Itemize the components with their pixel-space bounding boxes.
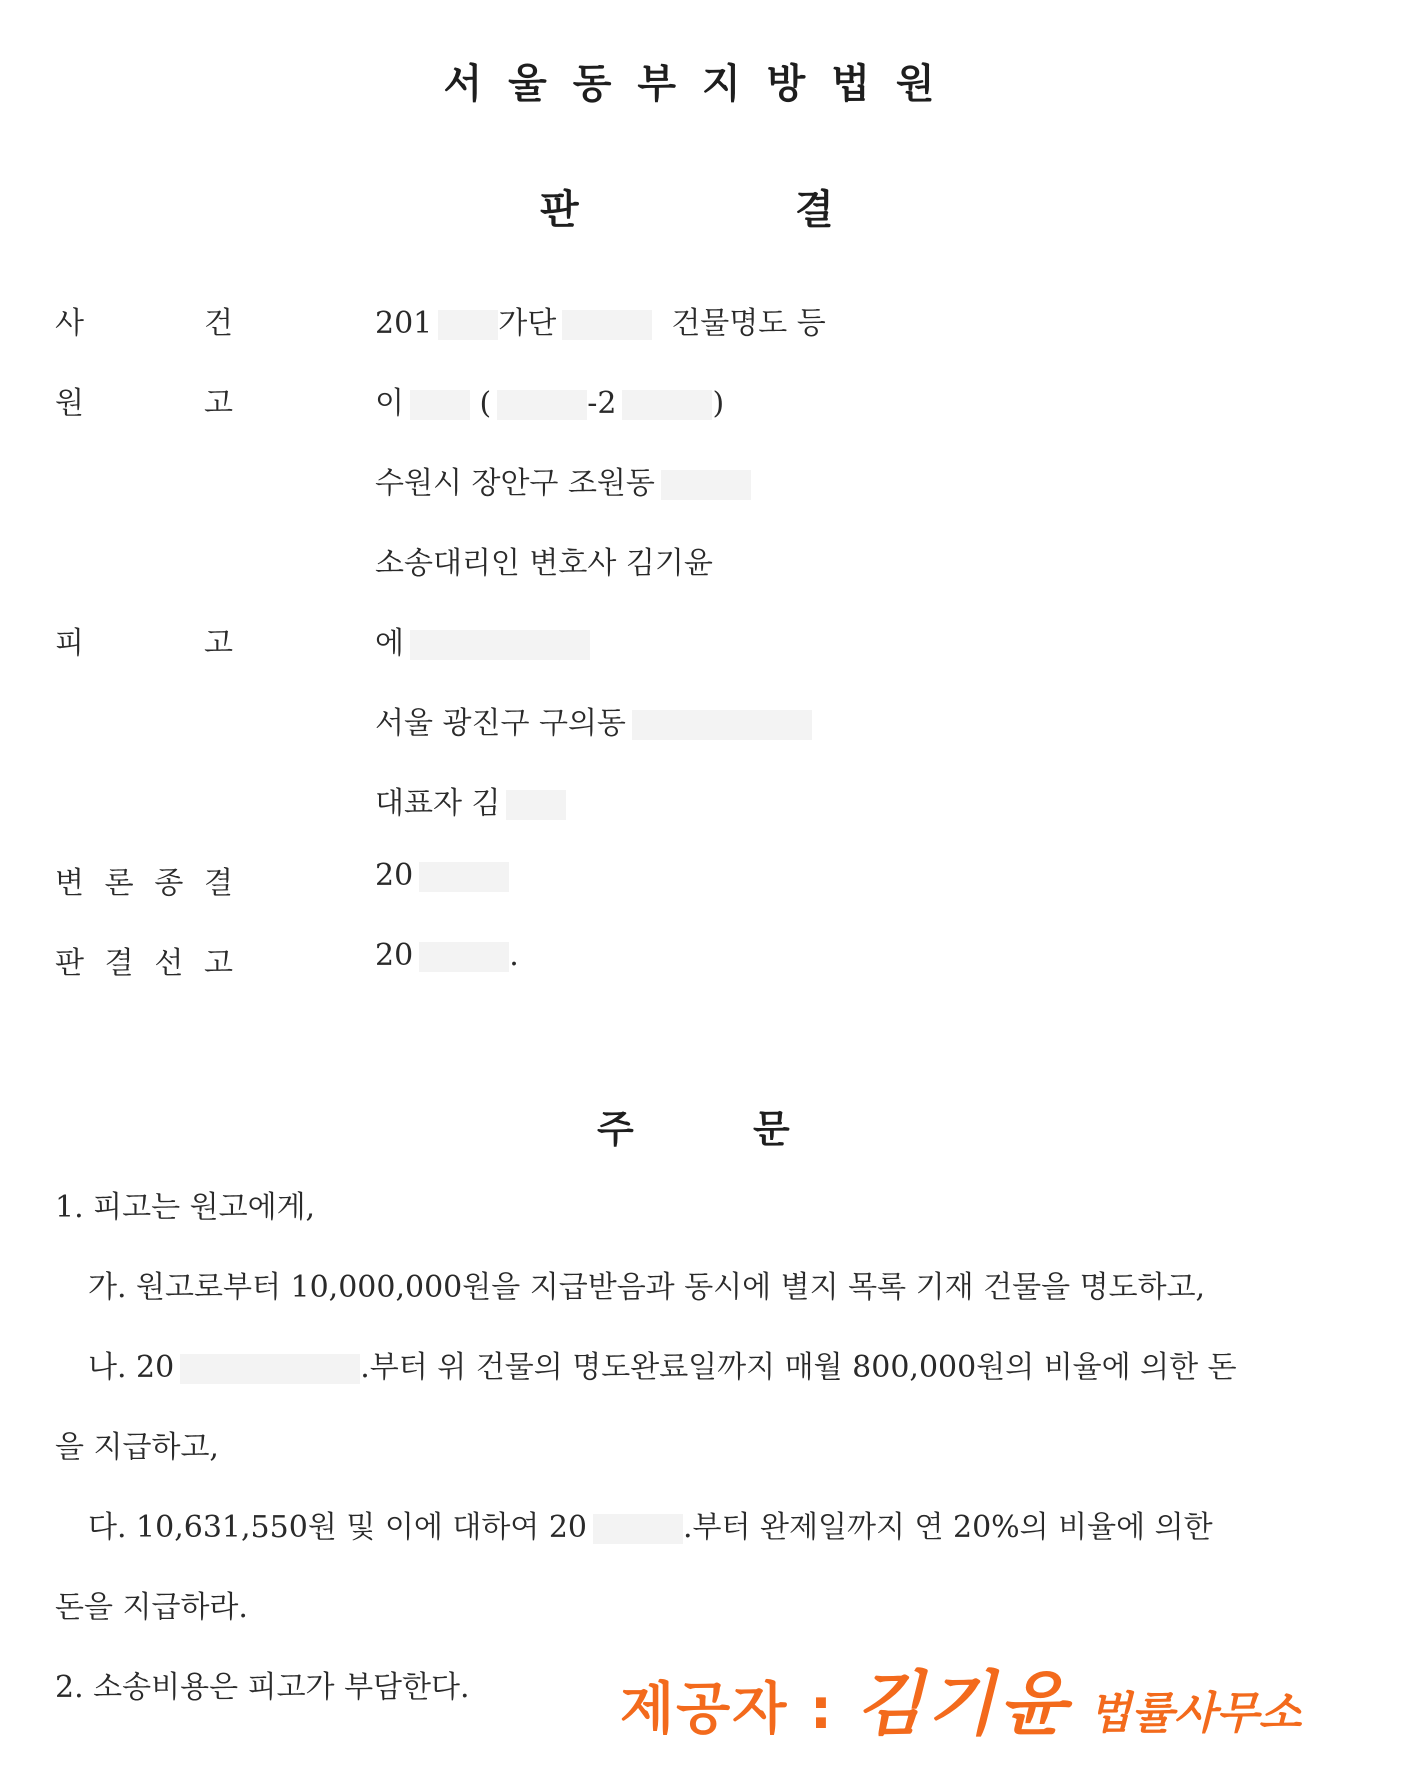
judgment-date-label: 판 결 선 고 xyxy=(55,946,233,981)
redaction xyxy=(410,630,590,660)
defendant-representative: 대표자 김 xyxy=(375,778,566,822)
watermark-office: 법률사무소 xyxy=(1088,1688,1302,1739)
hearing-end-label: 변 론 종 결 xyxy=(55,866,233,901)
doc-type-left: 판 xyxy=(540,187,579,233)
watermark-provider: 제공자 : xyxy=(620,1677,856,1742)
plaintiff-label: 원 고 xyxy=(55,386,233,421)
order-item-2: 2. 소송비용은 피고가 부담한다. xyxy=(55,1670,470,1705)
case-label: 사 건 xyxy=(55,306,233,341)
plaintiff-agent: 소송대리인 변호사 김기윤 xyxy=(375,546,713,581)
redaction xyxy=(180,1354,360,1384)
plaintiff-name: 이 ( -2 ) xyxy=(375,386,725,421)
order-item-1-na: 나. 20 .부터 위 건물의 명도완료일까지 매월 800,000원의 비율에 의한 돈 xyxy=(88,1350,1237,1385)
plaintiff-address: 수원시 장안구 조원동 xyxy=(375,458,751,502)
order-title-left: 주 xyxy=(597,1107,634,1151)
redaction xyxy=(506,790,566,820)
order-title-right: 문 xyxy=(753,1107,790,1151)
redaction xyxy=(497,390,587,420)
defendant-label: 피 고 xyxy=(55,626,233,661)
redaction xyxy=(632,710,812,740)
redaction xyxy=(661,470,751,500)
watermark-name: 김기윤 xyxy=(855,1663,1071,1745)
redaction xyxy=(410,390,470,420)
provider-watermark xyxy=(620,1648,1301,1749)
redaction xyxy=(438,310,498,340)
order-item-1: 1. 피고는 원고에게, xyxy=(55,1190,316,1225)
order-item-1-ga: 가. 원고로부터 10,000,000원을 지급받음과 동시에 별지 목록 기재 건물을 명도하고, xyxy=(88,1270,1206,1305)
redaction xyxy=(593,1514,683,1544)
redaction xyxy=(562,310,652,340)
defendant-address: 서울 광진구 구의동 xyxy=(375,698,812,742)
order-item-1-da-cont: 돈을 지급하라. xyxy=(55,1590,248,1625)
defendant-name: 에 xyxy=(375,618,590,662)
doc-type-right: 결 xyxy=(795,187,834,233)
order-item-1-na-cont: 을 지급하고, xyxy=(55,1430,219,1465)
order-item-1-da: 다. 10,631,550원 및 이에 대하여 20 .부터 완제일까지 연 20%의 비율에 의한 xyxy=(88,1510,1213,1545)
hearing-end-date: 20 xyxy=(375,858,509,893)
judgment-date: 20 . xyxy=(375,938,519,973)
redaction xyxy=(622,390,712,420)
case-number: 201 가단 건물명도 등 xyxy=(375,306,826,341)
redaction xyxy=(419,942,509,972)
court-name: 서울동부지방법원 xyxy=(443,61,961,107)
redaction xyxy=(419,862,509,892)
